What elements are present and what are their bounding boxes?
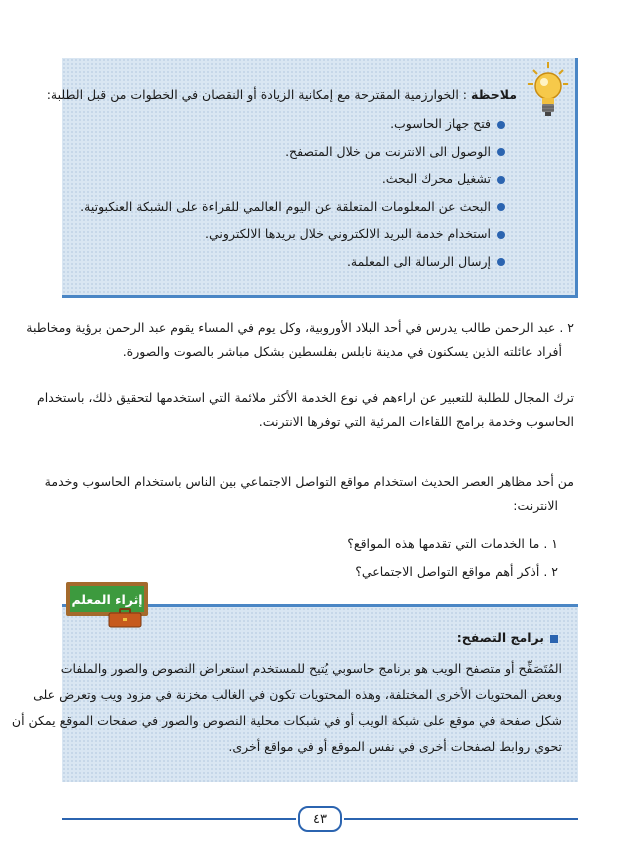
note-steps-list [80,110,505,276]
note-label: ملاحظة [471,87,517,102]
lightbulb-icon [527,60,569,120]
paragraph-line: الحاسوب وخدمة برامج اللقاءات المرئية التي توفرها الانترنت. [258,414,574,429]
question-item: ٢ . أذكر أهم مواقع التواصل الاجتماعي؟ [355,564,558,579]
paragraph-social-media [44,470,574,518]
note-step: الوصول الى الانترنت من خلال المتصفح. [80,138,505,166]
note-title [46,86,517,104]
bullet-icon [497,258,505,266]
note-step: البحث عن المعلومات المتعلقة عن اليوم العالمي للقراءة على الشبكة العنكبوتية. [80,193,505,221]
note-step: فتح جهاز الحاسوب. [80,110,505,138]
note-title-text: : الخوارزمية المقترحة مع إمكانية الزيادة أو النقصان في الخطوات من قبل الطلبة: [46,87,468,102]
teacher-enrichment-badge: إثراء المعلم [66,582,148,616]
briefcase-icon [108,608,142,628]
browsers-heading: برامج التصفح: [457,630,558,645]
note-step: استخدام خدمة البريد الالكتروني خلال بريدها الالكتروني. [80,220,505,248]
paragraph-line: ٢ . عبد الرحمن طالب يدرس في أحد البلاد الأوروبية، وكل يوم في المساء يقوم عبد الرحمن برؤية ومخاطبة [26,320,574,335]
note-step: تشغيل محرك البحث. [80,165,505,193]
questions-list [62,530,574,586]
paragraph-line: من أحد مظاهر العصر الحديث استخدام مواقع التواصل الاجتماعي بين الناس باستخدام الحاسوب وخدمة [44,474,574,489]
question-item: ١ . ما الخدمات التي تقدمها هذه المواقع؟ [347,536,558,551]
paragraph-line: شكل صفحة في موقع على شبكة الويب أو في شبكات محلية النصوص والصور في صفحات الموقع يمكن أن [11,713,562,728]
bullet-icon [497,176,505,184]
footer-divider [62,818,296,820]
paragraph-line: تحوي روابط لصفحات أخرى في نفس الموقع أو في مواقع أخرى. [228,739,562,754]
bullet-icon [497,203,505,211]
bullet-icon [497,121,505,129]
bullet-icon [497,148,505,156]
paragraph-line: الانترنت: [513,498,558,513]
browsers-paragraph [11,656,562,760]
paragraph-line: أفراد عائلته الذين يسكنون في مدينة نابلس بفلسطين بشكل مباشر بالصوت والصورة. [122,344,562,359]
paragraph-answer [37,386,574,434]
paragraph-line: المُتَصَفِّح أو متصفح الويب هو برنامج حاسوبي يُتيح للمستخدم استعراض النصوص والصور والملفات [60,661,562,676]
note-step: إرسال الرسالة الى المعلمة. [80,248,505,276]
paragraph-line: ترك المجال للطلبة للتعبير عن اراءهم في نوع الخدمة الأكثر ملائمة التي استخدمها لتحقيق ذلك، باستخدام [37,390,574,405]
note-box [46,58,578,298]
paragraph-line: وبعض المحتويات الأخرى المختلفة، وهذه المحتويات تكون في الغالب مخزنة في مزود ويب وتعرض على [33,687,562,702]
footer-divider [344,818,578,820]
bullet-icon [497,231,505,239]
square-bullet-icon [550,635,558,643]
paragraph-item-2 [26,316,574,364]
page-number: ٤٣ [298,806,342,832]
